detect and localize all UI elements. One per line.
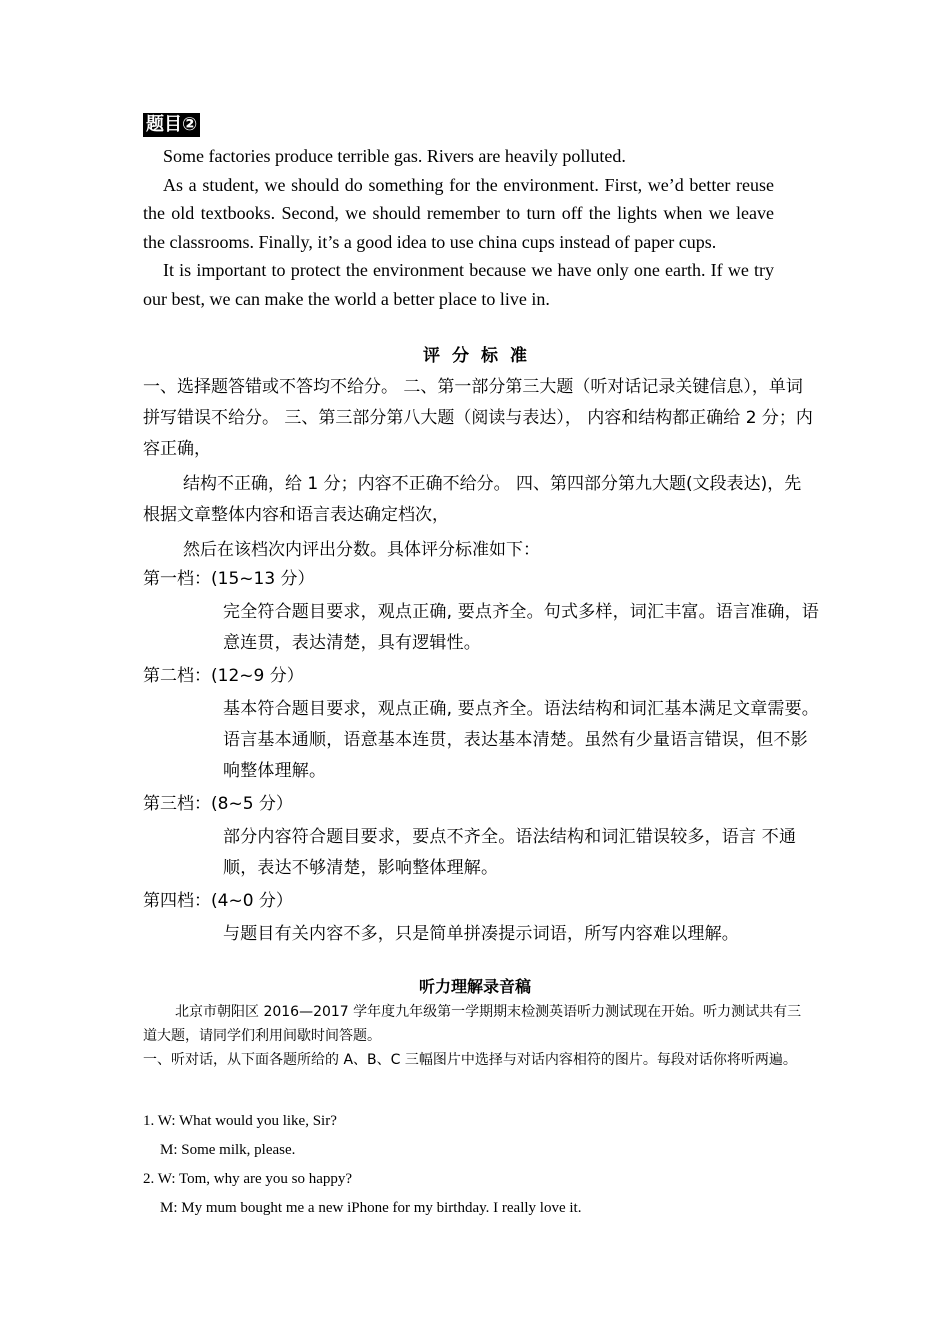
tier-heading: 第四档：(4~0 分） xyxy=(143,891,293,911)
essay xyxy=(143,142,774,314)
criteria-paragraph: 结构不正确，给 1 分；内容不正确不给分。 四、第四部分第九大题(文段表达)，先根据文章整体内容和语言表达确定档次， xyxy=(143,474,802,525)
dialogue-line: M: Some milk, please. xyxy=(160,1142,296,1158)
tier-heading: 第一档：(15~13 分） xyxy=(143,569,315,589)
section-instruction: 一、听对话，从下面各题所给的 A、B、C 三幅图片中选择与对话内容相符的图片。每段对话你将听两遍。 xyxy=(143,1052,797,1068)
tier-2 xyxy=(143,661,823,787)
tier-heading: 第三档：(8~5 分） xyxy=(143,794,293,814)
criteria-paragraph: 然后在该档次内评出分数。具体评分标准如下： xyxy=(183,540,540,560)
intro-paragraph: 北京市朝阳区 2016—2017 学年度九年级第一学期期末检测英语听力测试现在开始。听力测试共有三道大题，请同学们利用间歇时间答题。 xyxy=(143,1004,802,1044)
dialogue-line: 2. W: Tom, why are you so happy? xyxy=(143,1171,353,1187)
essay-paragraph: Some factories produce terrible gas. Rivers are heavily polluted. xyxy=(163,146,626,166)
criteria-title: 评分标准 xyxy=(423,346,539,366)
tier-4 xyxy=(143,886,823,950)
listening-title: 听力理解录音稿 xyxy=(418,977,531,996)
dialogue-line: 1. W: What would you like, Sir? xyxy=(143,1113,337,1129)
tier-description: 基本符合题目要求，观点正确, 要点齐全。语法结构和词汇基本满足文章需要。语言基本通顺，语意基本连贯，表达基本清楚。虽然有少量语言错误，但不影响整体理解。 xyxy=(223,699,820,781)
essay-paragraph: As a student, we should do something for the environment. First, we’d better reuse the old textbooks. Second, we should remember to turn off the lights when we leave the classrooms. Finally, it’s a good idea to use china cups instead of paper cups. xyxy=(143,174,774,252)
listening-intro xyxy=(143,1000,805,1072)
essay-paragraph: It is important to protect the environment because we have only one earth. If we try our best, we can make the world a better place to live in. xyxy=(143,260,774,309)
dialogue-line: M: My mum bought me a new iPhone for my birthday. I really love it. xyxy=(160,1200,582,1216)
tier-3 xyxy=(143,789,823,884)
criteria-paragraph: 一、选择题答错或不答均不给分。 二、第一部分第三大题（听对话记录关键信息），单词拼写错误不给分。 三、第三部分第八大题（阅读与表达）， 内容和结构都正确给 2 分；内容正确， xyxy=(143,377,813,459)
dialogues xyxy=(143,1111,581,1227)
tier-heading: 第二档：(12~9 分） xyxy=(143,666,304,686)
tier-description: 与题目有关内容不多，只是简单拼凑提示词语，所写内容难以理解。 xyxy=(223,924,739,944)
tier-description: 完全符合题目要求，观点正确, 要点齐全。句式多样，词汇丰富。语言准确，语意连贯，表达清楚，具有逻辑性。 xyxy=(223,602,820,653)
tier-description: 部分内容符合题目要求，要点不齐全。语法结构和词汇错误较多，语言 不通顺，表达不够清楚，影响整体理解。 xyxy=(223,827,797,878)
topic-label: 题目② xyxy=(143,113,200,137)
criteria-text xyxy=(143,372,815,566)
tier-1 xyxy=(143,564,823,659)
